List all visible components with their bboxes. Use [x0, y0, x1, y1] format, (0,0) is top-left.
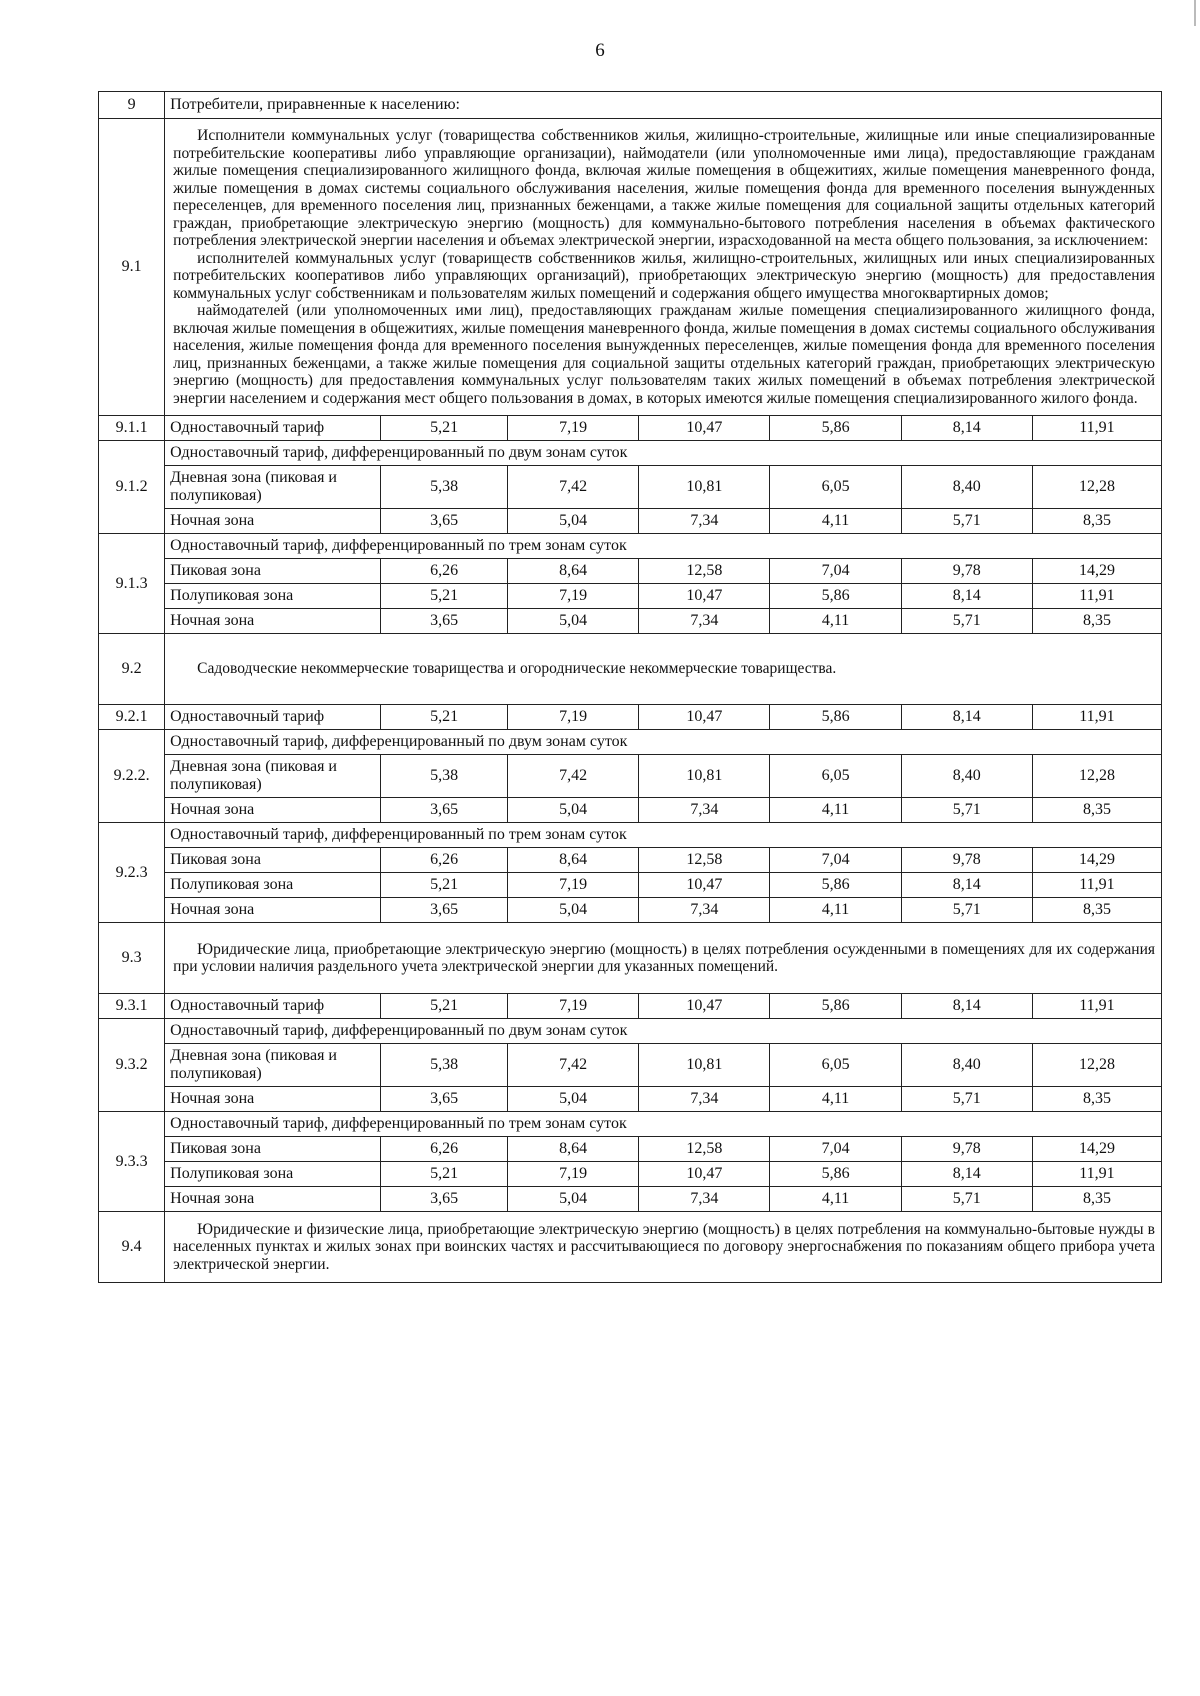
tariff-row-night: [99, 609, 1162, 634]
tariff-value: 10,81: [639, 1044, 770, 1087]
tariff-value: 8,14: [901, 994, 1032, 1019]
section-description: [165, 923, 1162, 994]
tariff-row-peak: [99, 1137, 1162, 1162]
tariff-value: 11,91: [1032, 873, 1161, 898]
tariff-value: 8,35: [1032, 1087, 1161, 1112]
tariff-row-halfpeak: [99, 873, 1162, 898]
tariff-label: Дневная зона (пиковая и полупиковая): [165, 755, 381, 798]
subsection-code: 9.1.2: [99, 441, 165, 534]
tariff-row-night: [99, 509, 1162, 534]
tariff-row-day: [99, 755, 1162, 798]
tariff-value: 3,65: [381, 1087, 508, 1112]
tariff-row-day: [99, 1044, 1162, 1087]
tariff-value: 5,21: [381, 416, 508, 441]
tariff-value: 7,19: [508, 994, 639, 1019]
section-code: 9.3: [99, 923, 165, 994]
tariff-value: 5,04: [508, 609, 639, 634]
tariff-value: 5,04: [508, 1187, 639, 1212]
tariff-value: 11,91: [1032, 705, 1161, 730]
tariff-value: 10,47: [639, 994, 770, 1019]
tariff-heading: Одноставочный тариф, дифференцированный по трем зонам суток: [165, 1112, 1162, 1137]
section-code: 9.1: [99, 119, 165, 416]
tariff-label: Ночная зона: [165, 898, 381, 923]
tariff-heading: Одноставочный тариф, дифференцированный по двум зонам суток: [165, 441, 1162, 466]
tariff-value: 7,42: [508, 466, 639, 509]
subsection-code: 9.1.3: [99, 534, 165, 634]
tariff-value: 6,05: [770, 1044, 901, 1087]
tariff-value: 5,86: [770, 416, 901, 441]
section-description: [165, 119, 1162, 416]
tariff-value: 9,78: [901, 848, 1032, 873]
tariff-value: 7,34: [639, 1187, 770, 1212]
tariff-value: 5,71: [901, 798, 1032, 823]
tariff-value: 5,71: [901, 898, 1032, 923]
tariff-row-day: [99, 466, 1162, 509]
tariff-label: Ночная зона: [165, 1187, 381, 1212]
tariff-value: 8,35: [1032, 1187, 1161, 1212]
tariff-heading-three-zone: [99, 534, 1162, 559]
tariff-value: 10,47: [639, 416, 770, 441]
section-paragraph: Садоводческие некоммерческие товарищества и огороднические некоммерческие товарищества.: [197, 660, 837, 678]
group-title: Потребители, приравненные к населению:: [165, 92, 1162, 119]
tariff-label: Дневная зона (пиковая и полупиковая): [165, 1044, 381, 1087]
tariff-value: 4,11: [770, 609, 901, 634]
tariff-heading-two-zone: [99, 441, 1162, 466]
tariff-value: 8,35: [1032, 898, 1161, 923]
section-row: [99, 923, 1162, 994]
tariff-value: 5,38: [381, 466, 508, 509]
tariff-value: 8,14: [901, 416, 1032, 441]
tariff-value: 7,34: [639, 898, 770, 923]
tariff-value: 7,04: [770, 559, 901, 584]
tariff-value: 5,71: [901, 1187, 1032, 1212]
tariff-table: [98, 91, 1162, 1283]
tariff-value: 5,04: [508, 798, 639, 823]
tariff-value: 7,19: [508, 1162, 639, 1187]
tariff-value: 12,58: [639, 559, 770, 584]
tariff-value: 3,65: [381, 1187, 508, 1212]
tariff-value: 3,65: [381, 609, 508, 634]
tariff-value: 8,40: [901, 1044, 1032, 1087]
tariff-value: 11,91: [1032, 416, 1161, 441]
subsection-code: 9.3.3: [99, 1112, 165, 1212]
tariff-label: Полупиковая зона: [165, 873, 381, 898]
section-row: [99, 1212, 1162, 1283]
tariff-value: 7,42: [508, 755, 639, 798]
tariff-value: 5,04: [508, 898, 639, 923]
tariff-row-single: [99, 416, 1162, 441]
tariff-value: 10,81: [639, 755, 770, 798]
tariff-value: 5,71: [901, 609, 1032, 634]
tariff-value: 6,05: [770, 466, 901, 509]
tariff-value: 3,65: [381, 898, 508, 923]
section-code: 9.4: [99, 1212, 165, 1283]
tariff-value: 8,14: [901, 584, 1032, 609]
tariff-value: 12,28: [1032, 1044, 1161, 1087]
tariff-row-halfpeak: [99, 584, 1162, 609]
tariff-value: 4,11: [770, 1187, 901, 1212]
tariff-value: 12,28: [1032, 466, 1161, 509]
tariff-value: 8,64: [508, 559, 639, 584]
tariff-value: 5,21: [381, 1162, 508, 1187]
tariff-value: 11,91: [1032, 994, 1161, 1019]
tariff-value: 5,71: [901, 509, 1032, 534]
tariff-value: 8,14: [901, 873, 1032, 898]
tariff-heading: Одноставочный тариф, дифференцированный по двум зонам суток: [165, 730, 1162, 755]
tariff-value: 6,26: [381, 848, 508, 873]
tariff-label: Полупиковая зона: [165, 584, 381, 609]
tariff-value: 8,64: [508, 848, 639, 873]
tariff-value: 6,26: [381, 559, 508, 584]
tariff-value: 8,40: [901, 755, 1032, 798]
tariff-value: 10,47: [639, 705, 770, 730]
tariff-label: Ночная зона: [165, 609, 381, 634]
section-paragraph: Юридические и физические лица, приобретающие электрическую энергию (мощность) в целях потребления на коммунально-бытовые нужды в населенных пунктах и жилых зонах при воинских частях и рассчитывающиеся по договору энергоснабжения по показаниям общего прибора учета электрической энергии.: [173, 1220, 1155, 1273]
tariff-value: 8,14: [901, 1162, 1032, 1187]
tariff-value: 10,47: [639, 873, 770, 898]
tariff-value: 12,28: [1032, 755, 1161, 798]
tariff-value: 7,42: [508, 1044, 639, 1087]
tariff-value: 9,78: [901, 559, 1032, 584]
tariff-value: 14,29: [1032, 1137, 1161, 1162]
section-paragraph: Исполнители коммунальных услуг (товарищества собственников жилья, жилищно-строительные, жилищные или иные специализированные потребительские кооперативы либо управляющие организации), наймодатели (или уполномоченные ими лица), предоставляющие гражданам жилые помещения специализированного жилищного фонда, включая жилые помещения в общежитиях, жилые помещения маневренного фонда, жилые помещения в домах системы социального обслуживания населения, жилые помещения фонда для временного поселения вынужденных переселенцев, для временного поселения лиц, признанных беженцами, а также жилые помещения для социальной защиты отдельных категорий граждан, приобретающие электрическую энергию (мощность) для коммунально-бытового потребления населения в объемах фактического потребления электрической энергии населения и объемах электрической энергии, израсходованной на места общего пользования, за исключением:: [173, 127, 1155, 249]
tariff-value: 5,04: [508, 509, 639, 534]
tariff-value: 11,91: [1032, 1162, 1161, 1187]
tariff-value: 11,91: [1032, 584, 1161, 609]
tariff-value: 7,34: [639, 1087, 770, 1112]
tariff-value: 5,86: [770, 1162, 901, 1187]
tariff-value: 14,29: [1032, 559, 1161, 584]
tariff-value: 4,11: [770, 509, 901, 534]
tariff-label: Одноставочный тариф: [165, 994, 381, 1019]
tariff-heading-three-zone: [99, 1112, 1162, 1137]
group-header-row: [99, 92, 1162, 119]
tariff-row-single: [99, 994, 1162, 1019]
tariff-value: 5,21: [381, 705, 508, 730]
tariff-label: Пиковая зона: [165, 1137, 381, 1162]
section-code: 9.2: [99, 634, 165, 705]
tariff-row-night: [99, 798, 1162, 823]
section-paragraph: Юридические лица, приобретающие электрическую энергию (мощность) в целях потребления осужденными в помещениях для их содержания при условии наличия раздельного учета электрической энергии для указанных помещений.: [173, 940, 1155, 975]
subsection-code: 9.2.3: [99, 823, 165, 923]
tariff-value: 3,65: [381, 509, 508, 534]
tariff-heading-two-zone: [99, 1019, 1162, 1044]
tariff-row-night: [99, 1087, 1162, 1112]
tariff-value: 5,04: [508, 1087, 639, 1112]
tariff-value: 5,38: [381, 1044, 508, 1087]
tariff-value: 7,04: [770, 1137, 901, 1162]
page-number: 6: [595, 40, 605, 61]
subsection-code: 9.2.1: [99, 705, 165, 730]
tariff-label: Ночная зона: [165, 1087, 381, 1112]
tariff-value: 4,11: [770, 898, 901, 923]
tariff-heading-two-zone: [99, 730, 1162, 755]
tariff-value: 5,38: [381, 755, 508, 798]
tariff-value: 8,35: [1032, 509, 1161, 534]
tariff-value: 10,47: [639, 1162, 770, 1187]
tariff-heading-three-zone: [99, 823, 1162, 848]
tariff-value: 7,34: [639, 609, 770, 634]
section-paragraph: исполнителей коммунальных услуг (товариществ собственников жилья, жилищно-строительных, жилищных или иных специализированных потребительских кооперативов либо управляющих организаций), приобретающих электрическую энергию (мощность) для предоставления коммунальных услуг собственникам и пользователям жилых помещений и содержания общего имущества многоквартирных домов;: [173, 249, 1155, 302]
tariff-label: Пиковая зона: [165, 848, 381, 873]
tariff-value: 5,86: [770, 584, 901, 609]
tariff-value: 9,78: [901, 1137, 1032, 1162]
tariff-value: 5,21: [381, 584, 508, 609]
tariff-value: 5,71: [901, 1087, 1032, 1112]
tariff-value: 5,21: [381, 873, 508, 898]
tariff-value: 4,11: [770, 798, 901, 823]
tariff-value: 10,47: [639, 584, 770, 609]
tariff-value: 7,19: [508, 416, 639, 441]
tariff-value: 5,86: [770, 873, 901, 898]
tariff-value: 8,64: [508, 1137, 639, 1162]
tariff-row-peak: [99, 848, 1162, 873]
tariff-value: 8,35: [1032, 798, 1161, 823]
tariff-value: 5,86: [770, 705, 901, 730]
scan-edge-mark: [1194, 0, 1196, 26]
tariff-value: 8,14: [901, 705, 1032, 730]
section-paragraph: наймодателей (или уполномоченных ими лиц), предоставляющих гражданам жилые помещения специализированного жилищного фонда, включая жилые помещения в общежитиях, жилые помещения маневренного фонда, жилые помещения в домах системы социального обслуживания населения, жилые помещения фонда для временного поселения вынужденных переселенцев, жилые помещения фонда для временного поселения лиц, признанных беженцами, а также жилые помещения для социальной защиты отдельных категорий граждан, приобретающих электрическую энергию (мощность) для предоставления коммунальных услуг пользователям таких жилых помещений в объемах потребления электрической энергии населением и содержания мест общего пользования в домах, в которых имеются жилые помещения специализированного жилого фонда.: [173, 302, 1156, 407]
tariff-value: 12,58: [639, 848, 770, 873]
tariff-value: 8,40: [901, 466, 1032, 509]
tariff-label: Одноставочный тариф: [165, 705, 381, 730]
section-description: [165, 1212, 1162, 1283]
tariff-label: Пиковая зона: [165, 559, 381, 584]
tariff-value: 14,29: [1032, 848, 1161, 873]
tariff-row-halfpeak: [99, 1162, 1162, 1187]
tariff-value: 12,58: [639, 1137, 770, 1162]
tariff-value: 7,34: [639, 798, 770, 823]
tariff-value: 3,65: [381, 798, 508, 823]
tariff-value: 7,19: [508, 705, 639, 730]
tariff-label: Ночная зона: [165, 798, 381, 823]
tariff-label: Одноставочный тариф: [165, 416, 381, 441]
tariff-row-single: [99, 705, 1162, 730]
subsection-code: 9.2.2.: [99, 730, 165, 823]
section-description: [165, 634, 1162, 705]
section-row: [99, 634, 1162, 705]
subsection-code: 9.3.1: [99, 994, 165, 1019]
tariff-value: 6,05: [770, 755, 901, 798]
tariff-value: 6,26: [381, 1137, 508, 1162]
tariff-value: 5,86: [770, 994, 901, 1019]
group-code: 9: [99, 92, 165, 119]
tariff-row-night: [99, 1187, 1162, 1212]
section-row: [99, 119, 1162, 416]
tariff-row-night: [99, 898, 1162, 923]
tariff-value: 7,34: [639, 509, 770, 534]
tariff-value: 7,04: [770, 848, 901, 873]
tariff-value: 4,11: [770, 1087, 901, 1112]
tariff-label: Полупиковая зона: [165, 1162, 381, 1187]
tariff-heading: Одноставочный тариф, дифференцированный по трем зонам суток: [165, 823, 1162, 848]
tariff-value: 7,19: [508, 584, 639, 609]
tariff-value: 5,21: [381, 994, 508, 1019]
tariff-value: 10,81: [639, 466, 770, 509]
subsection-code: 9.3.2: [99, 1019, 165, 1112]
tariff-heading: Одноставочный тариф, дифференцированный по двум зонам суток: [165, 1019, 1162, 1044]
tariff-label: Ночная зона: [165, 509, 381, 534]
subsection-code: 9.1.1: [99, 416, 165, 441]
tariff-label: Дневная зона (пиковая и полупиковая): [165, 466, 381, 509]
tariff-value: 8,35: [1032, 609, 1161, 634]
tariff-row-peak: [99, 559, 1162, 584]
tariff-value: 7,19: [508, 873, 639, 898]
tariff-heading: Одноставочный тариф, дифференцированный по трем зонам суток: [165, 534, 1162, 559]
